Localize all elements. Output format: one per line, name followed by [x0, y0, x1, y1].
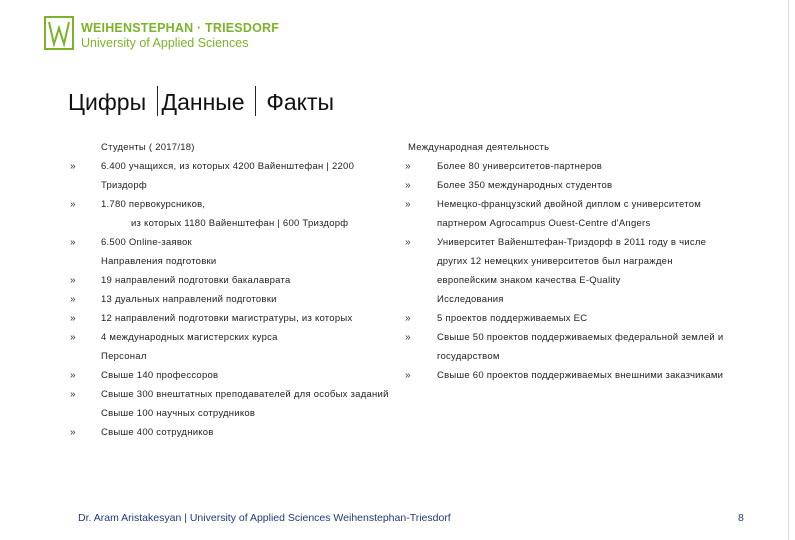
section-heading-staff: Персонал	[101, 351, 147, 362]
bullet-icon: »	[70, 389, 76, 400]
title-part-1: Цифры	[68, 89, 147, 115]
bullet-icon: »	[70, 427, 76, 438]
bullet-icon: »	[405, 180, 411, 191]
title-part-3: Факты	[266, 89, 335, 115]
list-item: 12 направлений подготовки магистратуры, из которых	[101, 313, 353, 324]
list-item: Более 80 университетов-партнеров	[437, 161, 603, 172]
bullet-icon: »	[70, 332, 76, 343]
list-item: Свыше 50 проектов поддерживаемых федеральной землей и	[437, 332, 724, 343]
title-separator	[157, 86, 158, 116]
list-item: Более 350 международных студентов	[437, 180, 613, 191]
list-item: Свыше 400 сотрудников	[101, 427, 214, 438]
title-part-2: Данные	[161, 89, 245, 115]
section-heading-programs: Направления подготовки	[101, 256, 217, 267]
bullet-icon: »	[70, 275, 76, 286]
bullet-icon: »	[70, 199, 76, 210]
bullet-icon: »	[70, 313, 76, 324]
list-item: 1.780 первокурсников,	[101, 199, 206, 210]
list-item-continuation: европейским знаком качества E-Quality	[437, 275, 621, 286]
bullet-icon: »	[70, 370, 76, 381]
logo-mark-icon	[44, 16, 74, 50]
list-item: Немецко-французский двойной диплом с университетом	[437, 199, 702, 210]
list-item: Свыше 100 научных сотрудников	[101, 408, 256, 419]
list-item: Университет Вайенштефан-Триздорф в 2011 году в числе	[437, 237, 707, 248]
list-item: Свыше 60 проектов поддерживаемых внешними заказчиками	[437, 370, 724, 381]
page-edge-divider	[788, 0, 789, 540]
section-heading-international: Международная деятельность	[408, 142, 550, 153]
bullet-icon: »	[405, 161, 411, 172]
bullet-icon: »	[405, 313, 411, 324]
bullet-icon: »	[70, 294, 76, 305]
bullet-icon: »	[405, 237, 411, 248]
list-item-continuation: из которых 1180 Вайенштефан | 600 Триздорф	[131, 218, 349, 229]
list-item: Свыше 300 внештатных преподавателей для особых заданий	[101, 389, 389, 400]
list-item-continuation: государством	[437, 351, 500, 362]
list-item: 6.500 Online-заявок	[101, 237, 192, 248]
bullet-icon: »	[405, 370, 411, 381]
section-heading-research: Исследования	[437, 294, 504, 305]
list-item: 6.400 учащихся, из которых 4200 Вайенштефан | 2200	[101, 161, 355, 172]
bullet-icon: »	[70, 161, 76, 172]
list-item: 13 дуальных направлений подготовки	[101, 294, 277, 305]
university-logo	[44, 16, 280, 56]
page-title	[68, 86, 334, 116]
list-item-continuation: других 12 немецких университетов был награжден	[437, 256, 673, 267]
list-item: 5 проектов поддерживаемых ЕС	[437, 313, 588, 324]
logo-subtitle: University of Applied Sciences	[81, 36, 249, 50]
title-separator	[255, 86, 256, 116]
footer-text: Dr. Aram Aristakesyan | University of Applied Sciences Weihenstephan-Triesdorf	[78, 512, 451, 524]
bullet-icon: »	[70, 237, 76, 248]
list-item: 4 международных магистерских курса	[101, 332, 278, 343]
list-item: 19 направлений подготовки бакалаврата	[101, 275, 291, 286]
list-item: Свыше 140 профессоров	[101, 370, 219, 381]
section-heading-students: Студенты ( 2017/18)	[101, 142, 195, 153]
page-number: 8	[738, 512, 744, 524]
list-item-continuation: Триздорф	[101, 180, 147, 191]
logo-name: WEIHENSTEPHAN · TRIESDORF	[81, 21, 280, 35]
bullet-icon: »	[405, 332, 411, 343]
list-item-continuation: партнером Agrocampus Ouest-Centre d'Angers	[437, 218, 651, 229]
bullet-icon: »	[405, 199, 411, 210]
